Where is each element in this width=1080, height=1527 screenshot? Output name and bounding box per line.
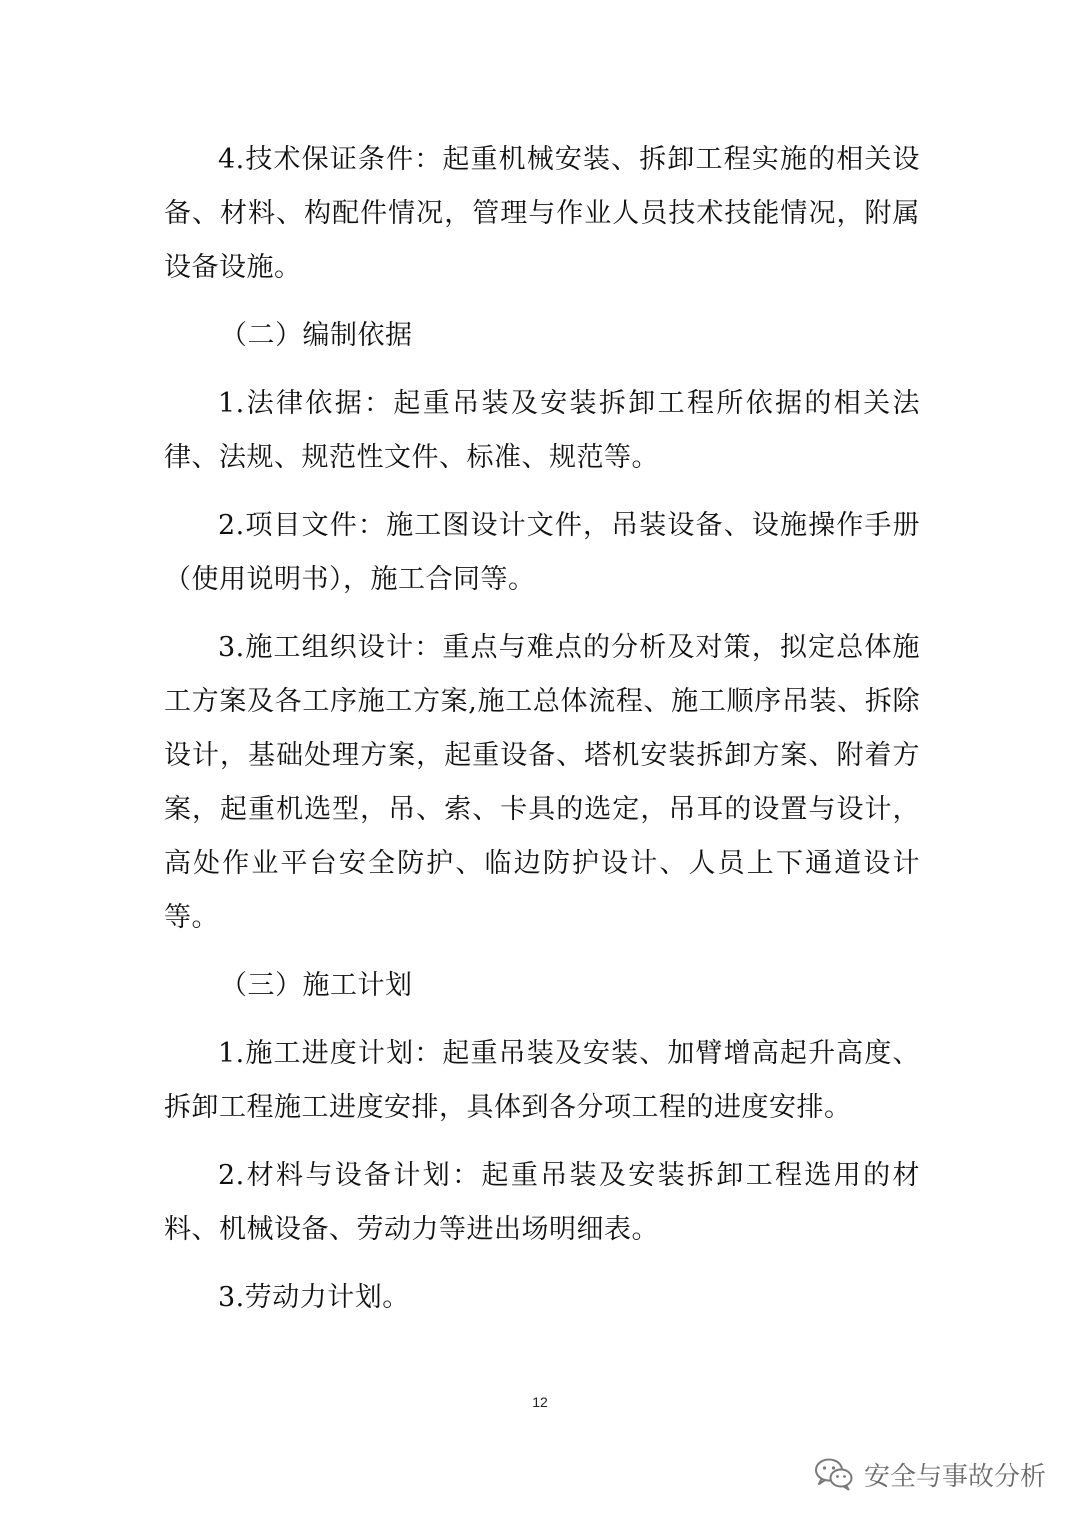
paragraph-project-files: 2.项目文件：施工图设计文件，吊装设备、设施操作手册（使用说明书），施工合同等。 (164, 510, 920, 595)
paragraph-legal-basis: 1.法律依据：起重吊装及安装拆卸工程所依据的相关法律、法规、规范性文件、标准、规范等。 (164, 388, 920, 473)
document-body (164, 133, 920, 1325)
section-heading-basis: （二）编制依据 (220, 320, 413, 351)
page-number: 12 (532, 1394, 548, 1410)
paragraph-schedule-plan: 1.施工进度计划：起重吊装及安装、加臂增高起升高度、拆卸工程施工进度安排，具体到各分项工程的进度安排。 (164, 1038, 920, 1123)
watermark-text: 安全与事故分析 (863, 1461, 1046, 1492)
wechat-icon (814, 1457, 854, 1491)
paragraph-construction-design: 3.施工组织设计：重点与难点的分析及对策，拟定总体施工方案及各工序施工方案,施工总体流程、施工顺序吊装、拆除设计，基础处理方案，起重设备、塔机安装拆卸方案、附着方案，起重机选型，吊、索、卡具的选定，吊耳的设置与设计，高处作业平台安全防护、临边防护设计、人员上下通道设计等。 (164, 632, 920, 933)
watermark (814, 1452, 1046, 1496)
paragraph-technical-conditions: 4.技术保证条件：起重机械安装、拆卸工程实施的相关设备、材料、构配件情况，管理与作业人员技术技能情况，附属设备设施。 (164, 144, 920, 283)
section-heading-plan: （三）施工计划 (220, 970, 413, 1001)
paragraph-material-plan: 2.材料与设备计划：起重吊装及安装拆卸工程选用的材料、机械设备、劳动力等进出场明细表。 (164, 1160, 920, 1245)
paragraph-labor-plan: 3.劳动力计划。 (218, 1282, 410, 1313)
